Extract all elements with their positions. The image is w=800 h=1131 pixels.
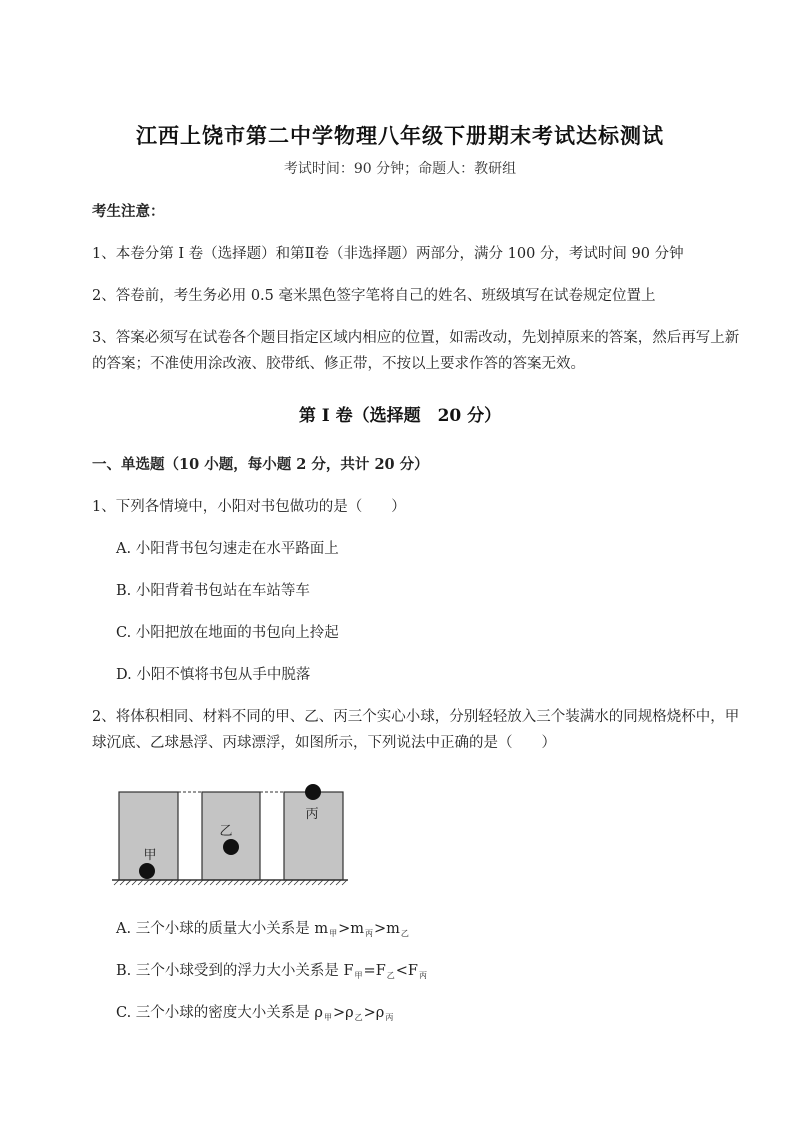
notice-item-3-line2: 的答案；不准使用涂改液、胶带纸、修正带，不按以上要求作答的答案无效。 xyxy=(92,356,585,372)
relation: < xyxy=(395,963,408,979)
option-a-text: A. 三个小球的质量大小关系是 xyxy=(116,921,315,937)
symbol: F xyxy=(343,963,354,979)
symbol: m xyxy=(314,921,329,937)
relation: = xyxy=(363,963,376,979)
ball-bing xyxy=(305,784,321,800)
question-1-option-b[interactable]: B. 小阳背着书包站在车站等车 xyxy=(116,583,310,599)
question-2-option-b[interactable] xyxy=(116,959,428,988)
beaker-bing xyxy=(284,792,343,880)
symbol: ρ xyxy=(345,1005,354,1021)
relation: > xyxy=(363,1005,376,1021)
symbol: m xyxy=(386,921,400,937)
label-yi: 乙 xyxy=(219,824,233,839)
option-c-text: C. 三个小球的密度大小关系是 xyxy=(116,1005,315,1021)
option-b-text: B. 三个小球受到的浮力大小关系是 xyxy=(116,963,344,979)
symbol: m xyxy=(350,921,364,937)
subscript: 丙 xyxy=(418,971,427,980)
subscript: 乙 xyxy=(354,1013,363,1022)
page-subtitle: 考试时间：90 分钟；命题人：教研组 xyxy=(283,161,517,177)
symbol: ρ xyxy=(314,1005,323,1021)
page-title: 江西上饶市第二中学物理八年级下册期末考试达标测试 xyxy=(136,123,664,148)
subscript: 甲 xyxy=(329,929,338,938)
section-title: 第 I 卷（选择题 20 分） xyxy=(298,406,502,426)
question-2-option-c[interactable] xyxy=(116,1001,394,1030)
label-bing: 丙 xyxy=(305,807,319,822)
ball-jia xyxy=(139,863,155,879)
beakers-figure xyxy=(110,780,350,890)
relation: > xyxy=(332,1005,346,1021)
notice-item-1: 1、本卷分第 I 卷（选择题）和第Ⅱ卷（非选择题）两部分，满分 100 分，考试时间 90 分钟 xyxy=(92,246,684,262)
question-2-option-a[interactable] xyxy=(116,917,410,946)
part-heading: 一、单选题（10 小题，每小题 2 分，共计 20 分） xyxy=(92,456,429,473)
subscript: 丙 xyxy=(385,1013,394,1022)
subscript: 乙 xyxy=(400,929,409,938)
label-jia: 甲 xyxy=(143,848,157,863)
ball-yi xyxy=(223,839,239,855)
subscript: 丙 xyxy=(364,929,373,938)
symbol: F xyxy=(375,963,386,979)
question-1-stem: 1、下列各情境中，小阳对书包做功的是（ ） xyxy=(92,499,406,515)
question-1-option-c[interactable]: C. 小阳把放在地面的书包向上拎起 xyxy=(116,625,339,641)
question-1-option-d[interactable]: D. 小阳不慎将书包从手中脱落 xyxy=(116,667,311,683)
subscript: 甲 xyxy=(354,971,363,980)
symbol: F xyxy=(407,963,418,979)
question-2-stem-line1: 2、将体积相同、材料不同的甲、乙、丙三个实心小球，分别轻轻放入三个装满水的同规格烧杯中，甲 xyxy=(92,709,740,725)
subscript: 乙 xyxy=(386,971,395,980)
notice-item-2: 2、答卷前，考生务必用 0.5 毫米黑色签字笔将自己的姓名、班级填写在试卷规定位置上 xyxy=(92,288,656,304)
relation: > xyxy=(338,921,351,937)
notice-item-3-line1: 3、答案必须写在试卷各个题目指定区域内相应的位置，如需改动，先划掉原来的答案，然后再写上新 xyxy=(92,330,740,346)
symbol: ρ xyxy=(375,1005,385,1021)
subscript: 甲 xyxy=(323,1013,332,1022)
question-2-stem-line2: 球沉底、乙球悬浮、丙球漂浮，如图所示，下列说法中正确的是（ ） xyxy=(92,735,556,751)
question-1-option-a[interactable]: A. 小阳背书包匀速走在水平路面上 xyxy=(116,541,339,557)
relation: > xyxy=(373,921,387,937)
notice-heading: 考生注意： xyxy=(92,203,165,220)
